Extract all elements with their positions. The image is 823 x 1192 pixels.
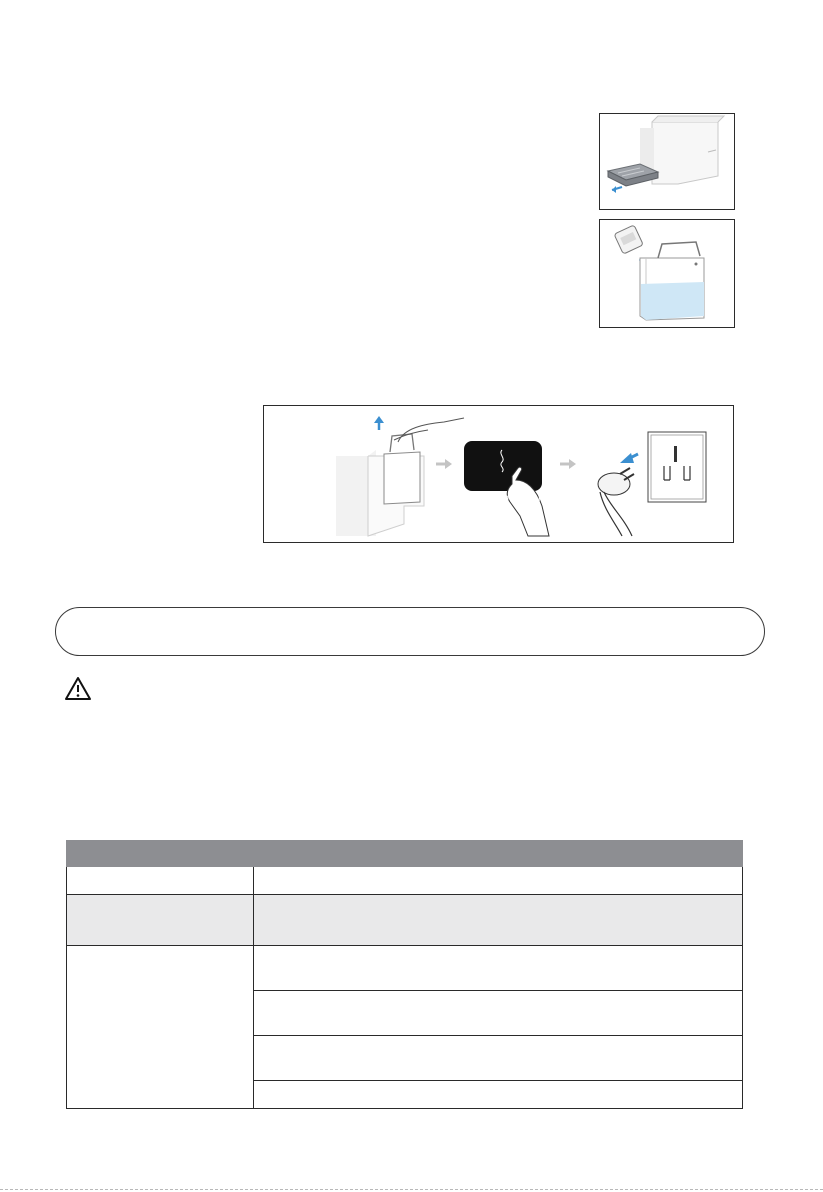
page-bottom-rule [0,1189,823,1190]
table-cell [254,895,743,946]
table-cell [67,946,254,1109]
table-row [67,895,743,946]
sequence-illustration [263,405,734,543]
table-cell [254,946,743,991]
table-cell [254,991,743,1036]
table-row [67,946,743,991]
table-cell [67,867,254,895]
warning-triangle-icon [64,676,92,702]
table-cell [254,867,743,895]
tank-fill-illustration [599,219,735,328]
drip-tray-illustration [599,113,735,210]
drip-tray-removal-illustration [600,114,733,208]
table-cell [254,1036,743,1081]
section-heading-pill [55,607,765,656]
table-row [67,867,743,895]
table-cell [254,1081,743,1109]
table-cell [67,895,254,946]
ambient-water-panel-label: Ambient Water [474,493,542,504]
table-header-cell [67,841,254,867]
troubleshooting-table [66,840,743,1109]
water-tank-fill-illustration [600,220,733,326]
table-header-row [67,841,743,867]
table-header-cell [254,841,743,867]
tank-button-unplug-sequence-illustration [264,406,732,541]
